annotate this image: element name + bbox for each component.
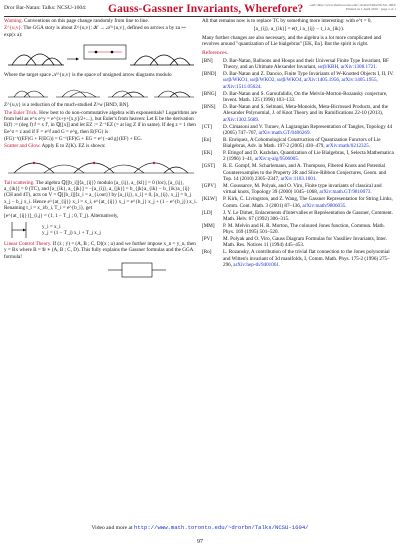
reference-text: D. Bar-Natan and Z. Dancso, Finite Type Invariants of W-Knotted Objects I, II, IV. bbox=[223, 71, 394, 77]
euler-label: The Euler Trick. bbox=[4, 109, 38, 116]
reference-link[interactable]: arXiv:math.GT/9810073. bbox=[319, 189, 372, 196]
left-column bbox=[4, 18, 197, 280]
arrow-diagram-figure bbox=[4, 39, 197, 71]
reference-link[interactable]: arXiv:math/0212325. bbox=[325, 143, 371, 150]
reference-item bbox=[202, 150, 396, 163]
page-header bbox=[4, 3, 396, 17]
right-formula: [a_{ij}, a_{ik}] = e(t_i a_{ij} − t_i a_{ik}). bbox=[253, 26, 345, 33]
reference-link[interactable]: arXiv:math.GT/0406269. bbox=[258, 129, 311, 136]
euler-text: How best to do non-commutative algebra with exponentials? Logarithms are from hell as e^x e^y = e^{x+y+[x,y]/2+...}, but Euler's from heaven: Let E be the derivation E(f) := (deg f) f = x f', in ℚ[[x]] and let EZ := Z⁻¹EZ (= at log Z if in same). If deg z = 1 then Ee^z = z and if F = e^f and G = e^g, then E(FG) is bbox=[4, 109, 197, 135]
reference-tag: [PV] bbox=[202, 236, 212, 243]
tail-text: The algebra ℚ[[b_i]]⟨a_{ij}⟩ modulo [a_{ij}, a_{kl}] = 0 (loc), [a_{ij}, a_{ik}] = 0 (TC), and [a_{ik}, a_{jk}] = −[a_{ij}, a_{jk}] = b_{jk}a_{ik} − b_{ik}a_{ij} (CH and 4T), acts on V = ℚ[[b_i]]⟨z_i = a_{i,out}⟩ by [a_{ij}, x_i] = 0, [a_{ij}, x_j] = b_j x_j − b_j x_i. Hence e^{at_{ij}} x_i = x_i, e^{at_{ij}} x_j = e^{b_j} x_j + (1 − e^{b_j}) x_i. Renaming t_i = x_i/b_i, T_i = e^{b_i}, get bbox=[4, 179, 197, 212]
scatter-paragraph bbox=[4, 143, 197, 149]
linear-paragraph bbox=[4, 241, 197, 260]
reference-tag: [BND] bbox=[202, 71, 217, 77]
reference-item bbox=[202, 71, 396, 90]
header-meta-url: ωεβ:=http://www.math.toronto.edu/~drorbn/Talks/NCSU-1604/ bbox=[309, 3, 396, 7]
reference-text: P. Etingof and D. Kazhdan, Quantization of Lie Bialgebras, I, Selecta Mathematica 2 (1996) 1–41, bbox=[223, 150, 394, 163]
reference-item bbox=[202, 210, 396, 223]
reference-item bbox=[202, 104, 396, 123]
reference-text: L. Rozansky, A contribution of the trivial flat connection to the Jones polynomial and Witten's invariant of 3d manifolds, I, Comm. Math. Phys. 175-2 (1996) 275–296, bbox=[223, 249, 390, 269]
relations-diagram bbox=[4, 79, 197, 101]
reference-tag: [KLW] bbox=[202, 196, 217, 203]
tail-eq-block bbox=[42, 224, 101, 237]
header-author: Dror Bar-Natan: Talks: NCSU-1604: bbox=[4, 5, 87, 11]
right-column bbox=[202, 18, 396, 269]
reference-item bbox=[202, 196, 396, 209]
reference-text: J. Y. Le Dimet, Enlacements d'Intervalles et Représentation de Gassner, Comment. Math. Helv. 67 (1992) 306–315. bbox=[223, 209, 393, 222]
header-meta bbox=[304, 3, 396, 11]
z-reduction-text: Z^{u,v} is a reduction of the much-studied Z^w [BND, BN]. bbox=[4, 102, 130, 109]
scatter-text: Apply E to Z(K). EZ is shown: bbox=[40, 143, 106, 150]
z-after-text: Where the target space 𝒜^{u,v} is the space of unsigned arrow diagrams modulo bbox=[4, 72, 172, 79]
reference-text: P. Kirk, C. Livingston, and Z. Wang, The Gassner Representation for String Links, Comm. Cont. Math. 3 (2001) 87–136, bbox=[223, 196, 393, 209]
reference-item bbox=[202, 183, 396, 196]
warning-paragraph bbox=[4, 18, 197, 24]
reference-link[interactable]: arXiv:1302.5689. bbox=[223, 116, 260, 123]
control-diagram bbox=[4, 261, 197, 279]
reference-tag: [EK] bbox=[202, 150, 213, 157]
reference-link[interactable]: arXiv:1103.1601. bbox=[280, 176, 317, 183]
right-intro-1: All that remains now is to replace TC by something more interesting: with e^t = 0, bbox=[202, 18, 372, 24]
scatter-label: Scatter and Glow. bbox=[4, 143, 41, 150]
scatter-glow-diagram bbox=[4, 151, 197, 179]
z-text: The GGA story is about Z^{u,v}: 𝒦 → 𝒜^{u,v}, defined on arrows a by za ↦ exp(x a): bbox=[4, 25, 186, 38]
reference-tag: [En] bbox=[202, 136, 212, 143]
reference-tag: [GST] bbox=[202, 163, 216, 170]
right-intro-2: Many further changes are also necessary, and the algebra is a lot more complicated and revolves around "quantization of Lie bialgebras" [EK, En]. But the spirit is right. bbox=[202, 34, 382, 48]
reference-text: D. Bar-Natan and S. Garoufalidis, On the Melvin-Morton-Rozansky conjecture, Invent. Math. 125 (1996) 103–133. bbox=[223, 90, 388, 103]
reference-text: D. Cimasoni and V. Turaev, A Lagrangian Representation of Tangles, Topology 44 (2005) 747–767, bbox=[223, 123, 393, 136]
references-title: References. bbox=[202, 50, 229, 57]
page-number: 97 bbox=[197, 539, 203, 545]
reference-item bbox=[202, 236, 396, 249]
reference-link[interactable]: arXiv:math/9806035. bbox=[302, 202, 347, 209]
reference-text: M. Goussarov, M. Polyak, and O. Viro, Finite type invariants of classical and virtual knots, Topology 39 (2000) 1045–1068, bbox=[223, 183, 382, 196]
tail-paragraph bbox=[4, 180, 197, 212]
reference-item bbox=[202, 137, 396, 150]
reference-text: P. M. Melvin and H. R. Morton, The coloured Jones function, Commun. Math. Phys. 169 (1995) 501–520. bbox=[223, 222, 385, 236]
warning-label: Warning. bbox=[4, 18, 23, 24]
tail-crossing-diagram bbox=[4, 220, 34, 240]
reference-tag: [BN] bbox=[202, 57, 213, 64]
reference-tag: [MM] bbox=[202, 222, 215, 229]
euler-formula: (FG)⁻¹((EF)G + F(EG)) = G⁻¹(EF)G + EG = e^{−ad g}(EF) + EG. bbox=[4, 136, 143, 143]
reference-tag: [GPV] bbox=[202, 183, 216, 189]
reference-item bbox=[202, 124, 396, 137]
z-paragraph bbox=[4, 25, 197, 38]
tail-label: Tail scattering. bbox=[4, 179, 35, 186]
warning-text: Conventions on this page change randomly from line to line. bbox=[22, 18, 149, 24]
reference-text: B. Enriquez, A Cohomological Construction of Quantization Functors of Lie Bialgebras, Adv. in Math. 197-2 (2005) 430–479, bbox=[223, 136, 381, 150]
footer-video-line bbox=[0, 524, 400, 531]
tail-equations bbox=[4, 220, 197, 240]
reference-item bbox=[202, 223, 396, 236]
header-meta-print: Printed on 1 April 2016 · page 1 of 1 bbox=[345, 7, 396, 12]
reference-tag: [CT] bbox=[202, 123, 212, 130]
reference-item bbox=[202, 91, 396, 104]
reference-item bbox=[202, 58, 396, 71]
reference-tag: [Ro] bbox=[202, 249, 212, 256]
reference-text: D. Bar-Natan, Balloons and Hoops and their Universal Finite Type Invariant, BF Theory, and an Ultimate Alexander Invariant, bbox=[223, 57, 389, 71]
reference-text: D. Bar-Natan and S. Selmani, Meta-Monoids, Meta-Bicrossed Products, and the Alexander Polynomial, J. of Knot Theory and its Ramifications 22-10 (2013), bbox=[223, 103, 388, 117]
reference-tag: [BNS] bbox=[202, 103, 216, 110]
footer-prefix: Video and more at bbox=[91, 525, 134, 531]
reference-item bbox=[202, 163, 396, 182]
reference-tag: [BNG] bbox=[202, 90, 217, 97]
z-label: Z^{u,v}. bbox=[4, 25, 23, 32]
tail-eq-2: y_j = (1 − T_j) x_i + T_j x_j bbox=[42, 229, 101, 236]
linear-text: If (ẋ ; ẏ) = (A, B ; C, D)(x ; u) and we further impose x_n = y_n, then y = Bx where B = 𝔅 ∗ (A, B ; C, D). This fully explains the Gassner formulas and the GGA formula! bbox=[4, 240, 196, 260]
euler-paragraph bbox=[4, 110, 197, 135]
reference-item bbox=[202, 249, 396, 268]
header-divider bbox=[4, 16, 396, 17]
reference-link[interactable]: ωεβ/KBH, arXiv:1308.1721. bbox=[317, 64, 378, 71]
reference-link[interactable]: ωεβ/WKO1, ωεβ/WKO2, ωεβ/WKO4, arXiv:1405.1956, arXiv:1405.1955, arXiv:1511.05624. bbox=[223, 77, 378, 90]
footer-url-link[interactable]: http://www.math.toronto.edu/~drorbn/Talks/NCSU-1604/ bbox=[133, 524, 309, 531]
reference-text: R. E. Gompf, M. Scharlemann, and A. Thompson, Fibered Knots and Potential Counterexamples to the Property 2R and Slice-Ribbon Conjectures, Geom. and Top. 14 (2010) 2305–2347, bbox=[223, 163, 387, 183]
reference-link[interactable]: arXiv:q-alg/9506005. bbox=[254, 156, 300, 163]
linear-label: Linear Control Theory. bbox=[4, 240, 52, 247]
page-title: Gauss-Gassner Invariants, Wherefore? bbox=[108, 3, 304, 15]
reference-text: M. Polyak and O. Viro, Gauss Diagram Formulas for Vassiliev Invariants, Inter. Math. Res. Notices 11 (1994) 445–453. bbox=[223, 236, 387, 249]
tail-matrix-text: [e^{at_{ij}}]_{i,j} = (1, 1 − T_j ; 0, T_j). Alternatively, bbox=[4, 212, 119, 219]
reference-tag: [LD] bbox=[202, 209, 213, 216]
tail-eq-1: y_i = x_i bbox=[42, 223, 61, 230]
references-list bbox=[202, 58, 396, 269]
reference-link[interactable]: arXiv:hep-th/9401061. bbox=[233, 262, 281, 269]
